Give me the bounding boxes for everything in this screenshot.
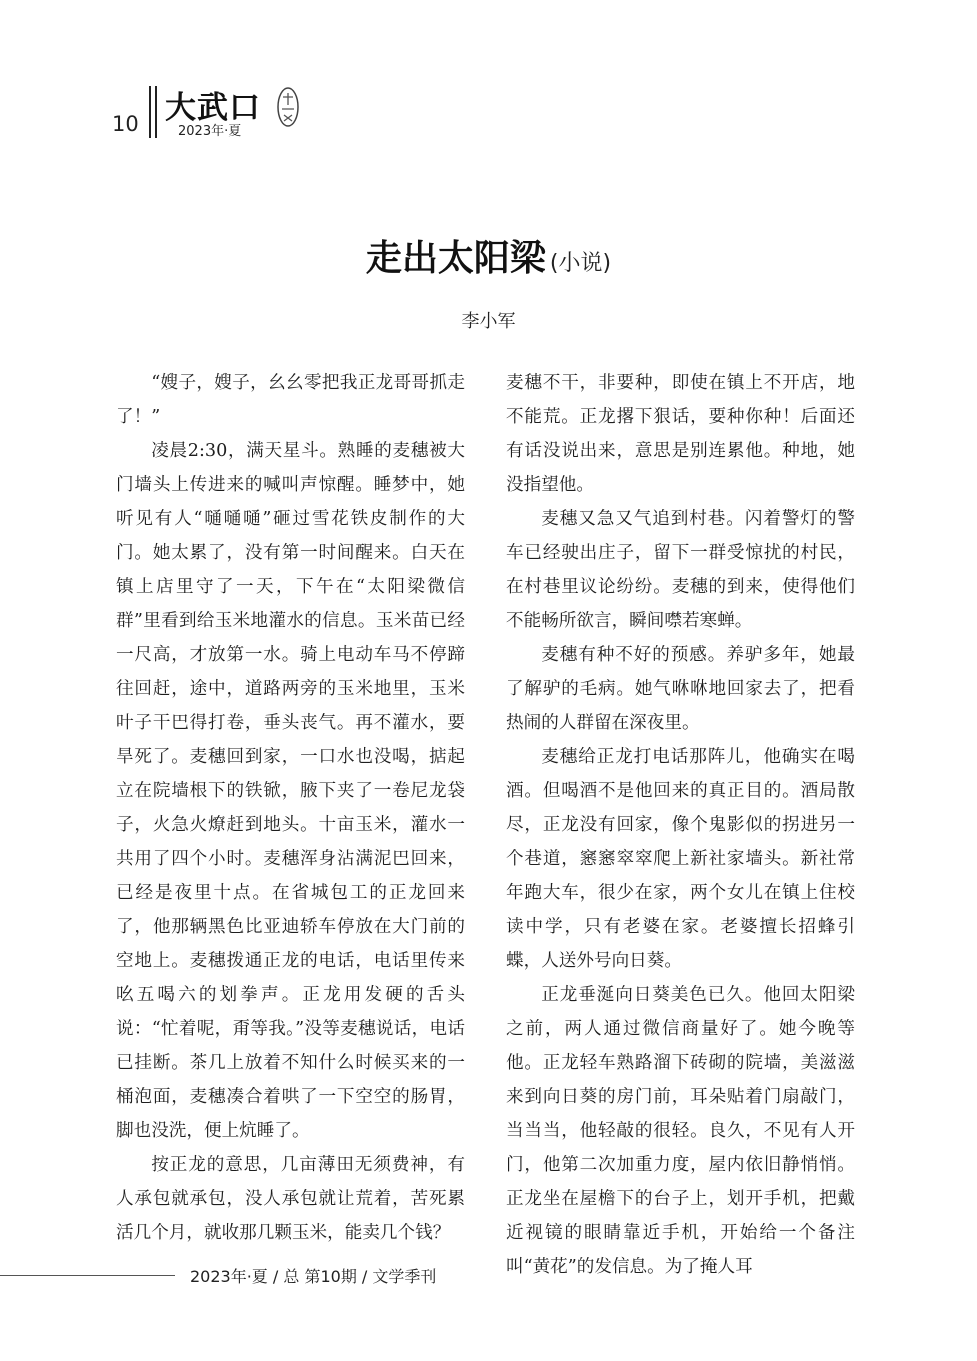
paragraph: 正龙垂涎向日葵美色已久。他回太阳梁之前，两人通过微信商量好了。她今晚等他。正龙轻车熟路溜下砖砌的院墙，美滋滋来到向日葵的房门前，耳朵贴着门扇敲门，当当当，他轻敲的很轻。良久，不见有人开门，他第二次加重力度，屋内依旧静悄悄。正龙坐在屋檐下的台子上，划开手机，把戴近视镜的眼睛靠近手机，开始给一个备注叫“黄花”的发信息。为了掩人耳 xyxy=(506,985,855,1277)
paragraph: 麦穗有种不好的预感。养驴多年，她最了解驴的毛病。她气咻咻地回家去了，把看热闹的人群留在深夜里。 xyxy=(506,645,855,733)
seal-emblem-icon xyxy=(276,85,300,129)
paragraph: 凌晨2:30，满天星斗。熟睡的麦穗被大门墙头上传进来的喊叫声惊醒。睡梦中，她听见有人“嗵嗵嗵”砸过雪花铁皮制作的大门。她太累了，没有第一时间醒来。白天在镇上店里守了一天，下午在“太阳梁微信群”里看到给玉米地灌水的信息。玉米苗已经一尺高，才放第一水。骑上电动车马不停蹄往回赶，途中，道路两旁的玉米地里，玉米叶子干巴得打卷，垂头丧气。再不灌水，要旱死了。麦穗回到家，一口水也没喝，掂起立在院墙根下的铁锨，腋下夹了一卷尼龙袋子，火急火燎赶到地头。十亩玉米，灌水一共用了四个小时。麦穗浑身沾满泥巴回来，已经是夜里十点。在省城包工的正龙回来了，他那辆黑色比亚迪轿车停放在大门前的空地上。麦穗拨通正龙的电话，电话里传来吆五喝六的划拳声。正龙用发硬的舌头说：“忙着呢，甭等我。”没等麦穗说话，电话已挂断。茶几上放着不知什么时候买来的一桶泡面，麦穗凑合着哄了一下空空的肠胃，脚也没洗，便上炕睡了。 xyxy=(116,441,465,1141)
article-genre: (小说) xyxy=(549,251,612,276)
article-title: 走出太阳梁 xyxy=(365,238,546,279)
header-divider xyxy=(155,86,157,138)
magazine-masthead: 大武口 xyxy=(165,90,261,126)
text-column-left xyxy=(116,366,465,1250)
page-footer: 2023年·夏 / 总 第10期 / 文学季刊 xyxy=(190,1267,437,1286)
paragraph: 麦穗给正龙打电话那阵儿，他确实在喝酒。但喝酒不是他回来的真正目的。酒局散尽，正龙没有回家，像个鬼影似的拐进另一个巷道，窸窸窣窣爬上新社家墙头。新社常年跑大车，很少在家，两个女儿在镇上住校读中学，只有老婆在家。老婆擅长招蜂引蝶，人送外号向日葵。 xyxy=(506,747,855,971)
issue-label: 2023年·夏 xyxy=(178,124,242,139)
article-heading xyxy=(0,230,977,281)
article-author: 李小军 xyxy=(461,311,516,332)
paragraph-continuation: 麦穗不干，非要种，即使在镇上不开店，地不能荒。正龙撂下狠话，要种你种！后面还有话没说出来，意思是别连累他。种地，她没指望他。 xyxy=(506,373,855,495)
paragraph: “嫂子，嫂子，幺幺零把我正龙哥哥抓走了！” xyxy=(116,373,465,427)
paragraph: 按正龙的意思，几亩薄田无须费神，有人承包就承包，没人承包就让荒着，苦死累活几个月，就收那几颗玉米，能卖几个钱？ xyxy=(116,1155,465,1243)
text-column-right xyxy=(506,366,855,1284)
page-number: 10 xyxy=(112,112,139,136)
footer-rule xyxy=(0,1275,175,1276)
paragraph: 麦穗又急又气追到村巷。闪着警灯的警车已经驶出庄子，留下一群受惊扰的村民，在村巷里议论纷纷。麦穗的到来，使得他们不能畅所欲言，瞬间噤若寒蝉。 xyxy=(506,509,855,631)
header-divider xyxy=(149,86,151,138)
